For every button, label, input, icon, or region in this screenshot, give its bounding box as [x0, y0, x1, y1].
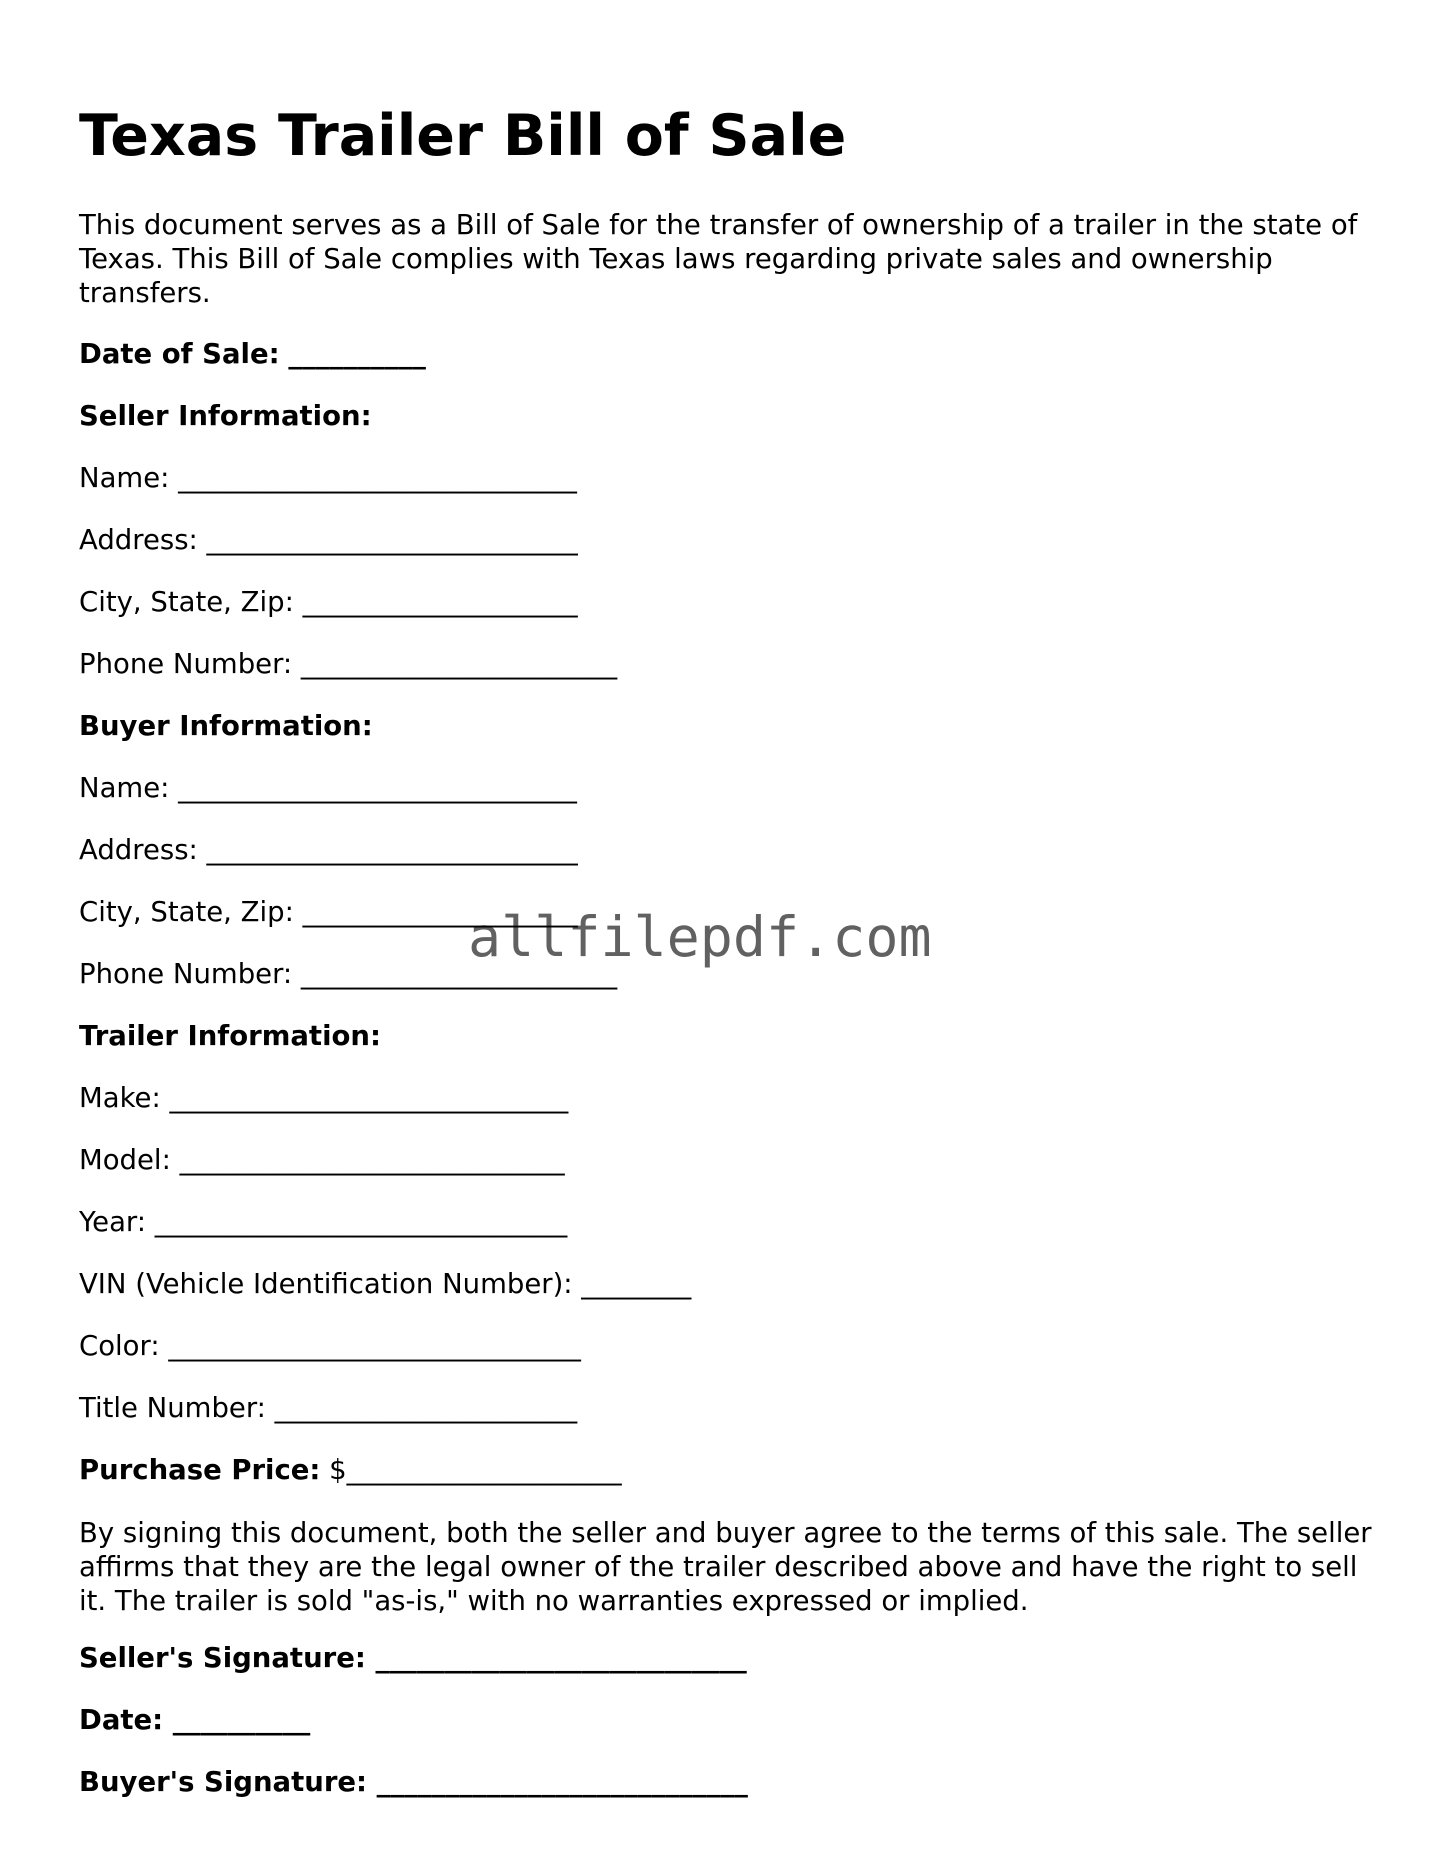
trailer-title-number-line: Title Number: ______________________ — [79, 1392, 578, 1424]
seller-phone-line: Phone Number: _______________________ — [79, 648, 618, 680]
seller-heading: Seller Information: — [79, 400, 372, 432]
buyer-phone-line: Phone Number: _______________________ — [79, 958, 618, 990]
seller-name-line: Name: _____________________________ — [79, 462, 577, 494]
trailer-year-line: Year: ______________________________ — [79, 1206, 568, 1238]
document-title: Texas Trailer Bill of Sale — [79, 103, 847, 169]
trailer-vin-line: VIN (Vehicle Identification Number): ________ — [79, 1268, 692, 1300]
trailer-color-line: Color: ______________________________ — [79, 1330, 581, 1362]
date-of-sale-line — [79, 337, 426, 371]
date-of-sale-blank: __________ — [288, 338, 426, 370]
buyer-heading: Buyer Information: — [79, 710, 373, 742]
closing-paragraph: By signing this document, both the seller and buyer agree to the terms of this sale. The seller affirms that they are the legal owner of the trailer described above and have the right to sell it. The trailer is sold "as-is," with no warranties expressed or implied. — [79, 1517, 1372, 1617]
trailer-model-line: Model: ____________________________ — [79, 1144, 565, 1176]
purchase-price-blank: $____________________ — [329, 1454, 622, 1486]
trailer-make-line: Make: _____________________________ — [79, 1082, 569, 1114]
seller-signature-line: Seller's Signature: ___________________________ — [79, 1642, 747, 1674]
buyer-name-line: Name: _____________________________ — [79, 772, 577, 804]
purchase-price-label: Purchase Price: — [79, 1454, 321, 1486]
watermark: allfilepdf.com — [468, 905, 932, 969]
trailer-heading: Trailer Information: — [79, 1020, 381, 1052]
intro-paragraph: This document serves as a Bill of Sale for the transfer of ownership of a trailer in the state of Texas. This Bill of Sale complies with Texas laws regarding private sales and ownership transfers. — [79, 209, 1358, 309]
buyer-signature-line: Buyer's Signature: ___________________________ — [79, 1766, 748, 1798]
buyer-address-line: Address: ___________________________ — [79, 834, 578, 866]
buyer-city-state-zip-line: City, State, Zip: ____________________ — [79, 896, 578, 928]
date-of-sale-label: Date of Sale: — [79, 338, 280, 370]
purchase-price-line — [79, 1453, 622, 1487]
seller-city-state-zip-line: City, State, Zip: ____________________ — [79, 586, 578, 618]
seller-address-line: Address: ___________________________ — [79, 524, 578, 556]
signature-date-line: Date: __________ — [79, 1704, 311, 1736]
